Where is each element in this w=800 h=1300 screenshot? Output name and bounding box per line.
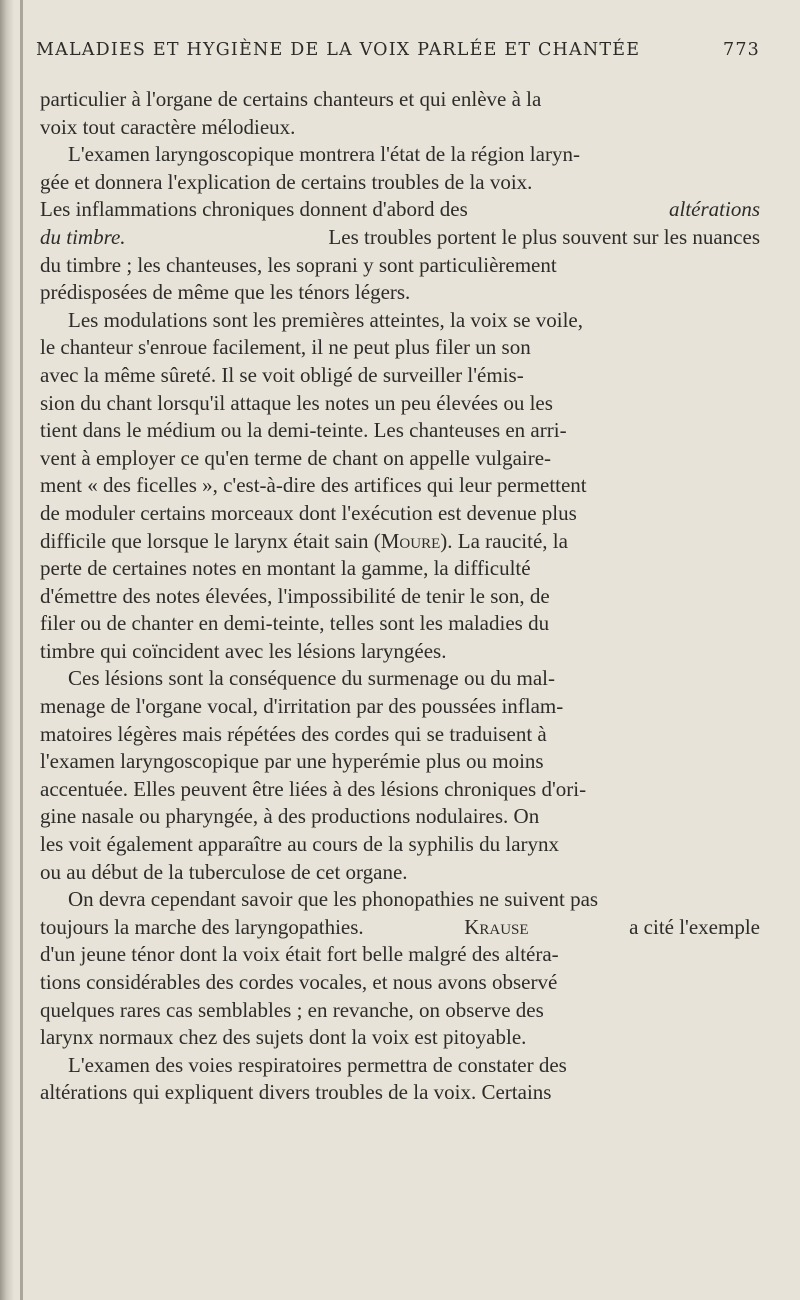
- text-line: les voit également apparaître au cours de la syphilis du larynx: [40, 832, 560, 857]
- text-line: particulier à l'organe de certains chanteurs et qui enlève à la: [40, 87, 542, 111]
- text-line: du timbre. Les troubles portent le plus souvent sur les nuances: [40, 224, 760, 252]
- text-line: gine nasale ou pharyngée, à des productions nodulaires. On: [40, 804, 540, 829]
- body-text: [40, 86, 760, 1107]
- text-line: menage de l'organe vocal, d'irritation par des poussées inflam-: [40, 694, 564, 719]
- text-line: gée et donnera l'explication de certains troubles de la voix.: [40, 169, 533, 194]
- text-line: tions considérables des cordes vocales, et nous avons observé: [40, 970, 558, 994]
- page-binding-edge: [20, 0, 23, 1300]
- text-line: toujours la marche des laryngopathies. Krause a cité l'exemple: [40, 914, 760, 942]
- text-line: filer ou de chanter en demi-teinte, telles sont les maladies du: [40, 611, 550, 636]
- emphasis-text: du timbre.: [40, 224, 126, 249]
- text-line: d'émettre des notes élevées, l'impossibilité de tenir le son, de: [40, 583, 550, 608]
- running-head: [36, 40, 760, 60]
- text-line: Les modulations sont les premières atteintes, la voix se voile,: [68, 307, 583, 332]
- text-line: Ces lésions sont la conséquence du surmenage ou du mal-: [68, 666, 555, 691]
- text-line: d'un jeune ténor dont la voix était fort belle malgré des altéra-: [40, 942, 559, 967]
- text-line: L'examen laryngoscopique montrera l'état de la région laryn-: [68, 142, 580, 167]
- emphasis-text: altérations: [668, 197, 760, 222]
- text-line: ment « des ficelles », c'est-à-dire des artifices qui leur permettent: [40, 473, 587, 498]
- author-name: Moure: [380, 528, 441, 553]
- text-line: quelques rares cas semblables ; en revanche, on observe des: [40, 997, 544, 1022]
- text-line: le chanteur s'enroue facilement, il ne peut plus filer un son: [40, 335, 531, 360]
- text-line: accentuée. Elles peuvent être liées à des lésions chroniques d'ori-: [40, 776, 587, 801]
- text-line: voix tout caractère mélodieux.: [40, 114, 296, 139]
- text-line: On devra cependant savoir que les phonopathies ne suivent pas: [68, 887, 599, 912]
- page-binding-shadow: [0, 0, 14, 1300]
- author-name: Krause: [464, 914, 529, 939]
- text-line: difficile que lorsque le larynx était sain (Moure). La raucité, la: [40, 528, 760, 556]
- text-line: L'examen des voies respiratoires permettra de constater des: [68, 1052, 567, 1077]
- text-line: ou au début de la tuberculose de cet organe.: [40, 859, 408, 884]
- text-line: matoires légères mais répétées des cordes qui se traduisent à: [40, 721, 547, 746]
- text-line: Les inflammations chroniques donnent d'abord des altérations: [40, 196, 760, 224]
- text-line: altérations qui expliquent divers troubles de la voix. Certains: [40, 1080, 552, 1105]
- running-head-title: MALADIES ET HYGIÈNE DE LA VOIX PARLÉE ET CHANTÉE: [36, 40, 641, 60]
- text-line: sion du chant lorsqu'il attaque les notes un peu élevées ou les: [40, 390, 553, 415]
- text-line: timbre qui coïncident avec les lésions laryngées.: [40, 638, 447, 663]
- text-line: tient dans le médium ou la demi-teinte. Les chanteuses en arri-: [40, 418, 567, 443]
- page-number: 773: [722, 40, 760, 60]
- text-line: prédisposées de même que les ténors légers.: [40, 280, 411, 305]
- text-line: perte de certaines notes en montant la gamme, la difficulté: [40, 556, 531, 581]
- text-line: l'examen laryngoscopique par une hyperémie plus ou moins: [40, 749, 544, 774]
- text-line: larynx normaux chez des sujets dont la voix est pitoyable.: [40, 1025, 527, 1050]
- text-line: vent à employer ce qu'en terme de chant on appelle vulgaire-: [40, 445, 552, 470]
- text-line: du timbre ; les chanteuses, les soprani y sont particulièrement: [40, 252, 557, 277]
- text-line: de moduler certains morceaux dont l'exécution est devenue plus: [40, 500, 577, 525]
- text-line: avec la même sûreté. Il se voit obligé de surveiller l'émis-: [40, 362, 524, 387]
